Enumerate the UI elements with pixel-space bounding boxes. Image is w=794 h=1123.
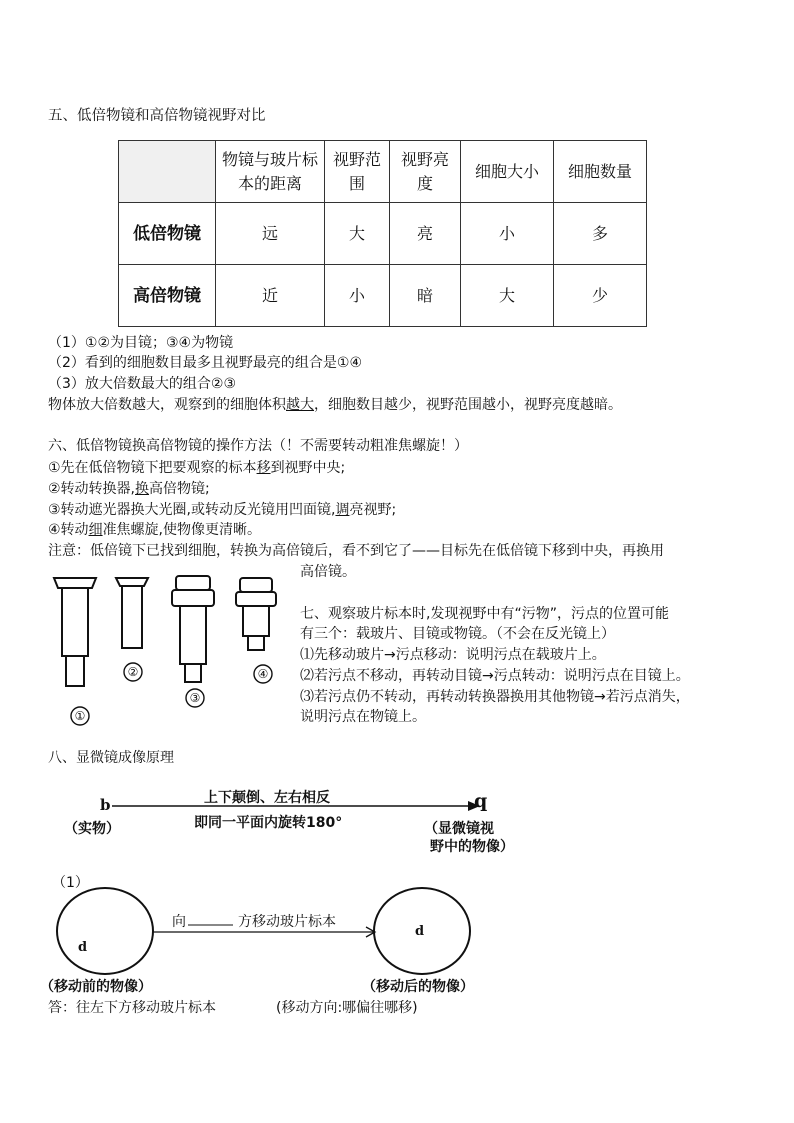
table-header-cell	[119, 141, 216, 203]
lens-1-icon	[54, 578, 96, 588]
note-2: （2）看到的细胞数目最多且视野最亮的组合是①④	[48, 355, 363, 371]
table-cell: 少	[554, 265, 647, 327]
part-label: （1）	[52, 875, 89, 891]
before-letter: d	[78, 940, 88, 955]
table-header-cell: 细胞数量	[554, 141, 647, 203]
lens-label-2: ②	[127, 665, 139, 679]
section7-title-1: 七、观察玻片标本时,发现视野中有“污物”，污点的位置可能	[300, 606, 669, 622]
lens-2-icon	[116, 578, 148, 586]
section8-title: 八、显微镜成像原理	[48, 750, 174, 766]
section7-title-2: 有三个：载玻片、目镜或物镜。（不会在反光镜上）	[300, 626, 615, 642]
table-cell: 多	[554, 203, 647, 265]
after-letter: d	[415, 924, 425, 939]
note-line-2: 高倍镜。	[300, 564, 356, 580]
lens-illustration	[48, 572, 298, 730]
image-caption-2: 野中的物像）	[430, 839, 514, 855]
row-label: 低倍物镜	[119, 203, 216, 265]
table-cell: 亮	[390, 203, 461, 265]
arrow-text-pre: 向	[172, 914, 186, 930]
arrow-text-post: 方移动玻片标本	[238, 914, 336, 930]
table-cell: 大	[461, 265, 554, 327]
table-cell: 暗	[390, 265, 461, 327]
lens-3-icon	[176, 576, 210, 590]
before-caption: （移动前的物像）	[40, 979, 152, 995]
step-3: ③转动遮光器换大光圈,或转动反光镜用凹面镜,调亮视野;	[48, 502, 397, 518]
step-2: ②转动转换器,换高倍物镜;	[48, 481, 210, 497]
section5-title: 五、低倍物镜和高倍物镜视野对比	[48, 108, 266, 124]
transform-bottom-text: 即同一平面内旋转180°	[194, 815, 343, 831]
lens-label-3: ③	[189, 691, 201, 705]
lens-label-4: ④	[257, 667, 269, 681]
table-cell: 大	[325, 203, 390, 265]
answer-note: (移动方向:哪偏往哪移)	[276, 1000, 418, 1016]
section7-item-4: 说明污点在物镜上。	[300, 709, 426, 725]
after-caption: （移动后的物像）	[362, 979, 474, 995]
image-letter: q	[474, 790, 488, 812]
note-line-1: 注意：低倍镜下已找到细胞，转换为高倍镜后，看不到它了——目标先在低倍镜下移到中央，再换用	[48, 543, 664, 559]
table-cell: 小	[325, 265, 390, 327]
row-label: 高倍物镜	[119, 265, 216, 327]
section7-item-3: ⑶若污点仍不转动，再转动转换器换用其他物镜→若污点消失，	[300, 689, 690, 705]
table-header-cell: 细胞大小	[461, 141, 554, 203]
step-1: ①先在低倍物镜下把要观察的标本移到视野中央;	[48, 460, 346, 476]
step-4: ④转动细准焦螺旋,使物像更清晰。	[48, 522, 262, 538]
lens-4-icon	[240, 578, 272, 592]
table-header-cell: 视野范围	[325, 141, 390, 203]
table-header-cell: 物镜与玻片标本的距离	[216, 141, 325, 203]
image-caption-1: （显微镜视	[424, 821, 494, 837]
summary-line: 物体放大倍数越大，观察到的细胞体积越大，细胞数目越少，视野范围越小，视野亮度越暗。	[48, 397, 622, 413]
table-header-row	[119, 141, 647, 203]
comparison-table	[118, 140, 647, 327]
lens-label-1: ①	[74, 709, 86, 723]
before-view-circle	[57, 888, 153, 974]
table-cell: 小	[461, 203, 554, 265]
real-caption: （实物）	[64, 821, 120, 837]
table-header-cell: 视野亮度	[390, 141, 461, 203]
table-row	[119, 203, 647, 265]
section6-title: 六、低倍物镜换高倍物镜的操作方法（！不需要转动粗准焦螺旋！）	[48, 438, 468, 454]
note-1: （1）①②为目镜；③④为物镜	[48, 335, 234, 351]
answer: 答：往左下方移动玻片标本	[48, 1000, 216, 1016]
section7-item-1: ⑴先移动玻片→污点移动：说明污点在载玻片上。	[300, 647, 606, 663]
transform-top-text: 上下颠倒、左右相反	[204, 790, 330, 806]
table-row	[119, 265, 647, 327]
note-3: （3）放大倍数最大的组合②③	[48, 376, 237, 392]
section7-item-2: ⑵若污点不移动，再转动目镜→污点转动：说明污点在目镜上。	[300, 668, 690, 684]
real-letter: b	[100, 796, 111, 814]
table-cell: 远	[216, 203, 325, 265]
table-cell: 近	[216, 265, 325, 327]
